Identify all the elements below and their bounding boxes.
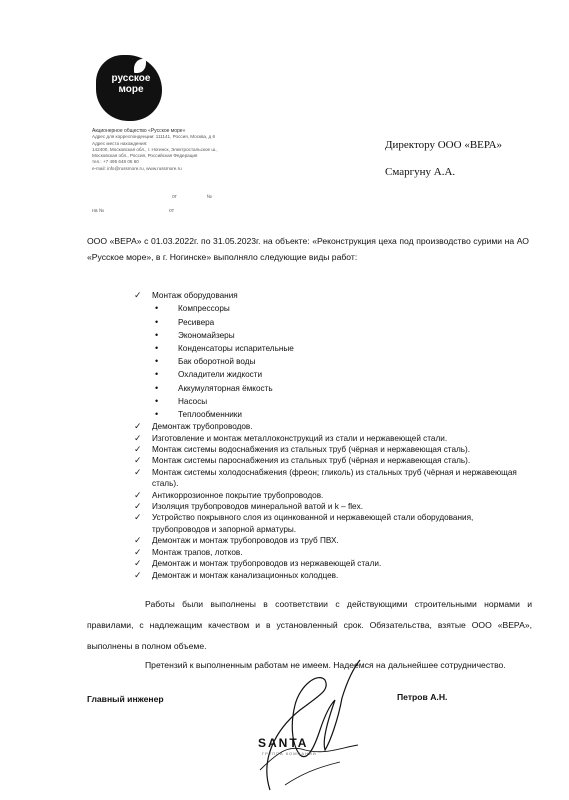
check-icon: ✓ bbox=[134, 512, 142, 523]
intro-paragraph: ООО «ВЕРА» с 01.03.2022г. по 31.05.2023г. на объекте: «Реконструкция цеха под производство сурими на АО «Русское море», в г. Ногинске» выполняло следующие виды работ: bbox=[87, 236, 529, 262]
work-item bbox=[130, 558, 532, 569]
sender-line: Адрес места нахождения: bbox=[92, 140, 148, 146]
work-item bbox=[130, 444, 532, 455]
equipment-item-text: Ресивера bbox=[178, 317, 215, 327]
sender-line: тел.: +7 495 648 05 60 bbox=[92, 159, 139, 165]
work-item bbox=[130, 512, 532, 535]
work-item bbox=[130, 490, 532, 501]
company-logo bbox=[96, 55, 162, 123]
claims-text: Претензий к выполненным работам не имеем. Надеемся на дальнейшее сотрудничество. bbox=[145, 660, 506, 670]
work-item-text: Монтаж трапов, лотков. bbox=[152, 547, 243, 557]
equipment-item bbox=[155, 382, 532, 395]
work-item-text: Демонтаж и монтаж канализационных колодцев. bbox=[152, 570, 339, 580]
work-item bbox=[130, 455, 532, 466]
work-item bbox=[130, 421, 532, 432]
equipment-item bbox=[155, 302, 532, 315]
work-item-text: Изготовление и монтаж металлоконструкций из стали и нержавеющей стали. bbox=[152, 433, 448, 443]
logo-line2: море bbox=[118, 84, 144, 95]
sender-company: Акционерное общество «Русское море» bbox=[92, 128, 186, 134]
work-item bbox=[130, 433, 532, 444]
work-item-text: Антикоррозионное покрытие трубопроводов. bbox=[152, 490, 324, 500]
equipment-item-text: Теплообменники bbox=[178, 410, 242, 420]
check-icon: ✓ bbox=[134, 558, 142, 569]
bullet-icon: • bbox=[155, 369, 159, 380]
sender-line: e-mail: info@russmore.ru, www.russmore.ru bbox=[92, 165, 182, 171]
logo-text bbox=[105, 73, 157, 95]
bullet-icon: • bbox=[155, 382, 159, 393]
work-item-text: Монтаж оборудования bbox=[152, 291, 238, 300]
equipment-item bbox=[155, 316, 532, 329]
work-item-text: Изоляция трубопроводов минеральной ватой и k – flex. bbox=[152, 502, 363, 512]
check-icon: ✓ bbox=[134, 466, 142, 477]
bullet-icon: • bbox=[155, 395, 159, 406]
handwritten-signature bbox=[230, 650, 370, 800]
bullet-icon: • bbox=[155, 329, 159, 340]
sender-line: Московская обл., Россия, Российская Федерация bbox=[92, 153, 198, 159]
addressee-position: Директору ООО «ВЕРА» bbox=[385, 139, 503, 151]
work-item-text: Демонтаж трубопроводов. bbox=[152, 422, 253, 432]
work-item-text: Демонтаж и монтаж трубопроводов из нержавеющей стали. bbox=[152, 559, 382, 569]
work-item-text: Монтаж системы водоснабжения из стальных труб (чёрная и нержавеющая сталь). bbox=[152, 445, 471, 455]
ref-from-label: от bbox=[172, 194, 177, 200]
equipment-item bbox=[155, 395, 532, 408]
work-item bbox=[130, 501, 532, 512]
addressee-block bbox=[385, 132, 502, 186]
works-list bbox=[130, 290, 532, 581]
sender-line: 142400, Московская обл., г. Ногинск, Электростальское ш., bbox=[92, 146, 218, 152]
signatory-name: Петров А.Н. bbox=[397, 692, 448, 702]
equipment-item bbox=[155, 355, 532, 368]
ref-line bbox=[92, 190, 212, 204]
work-item-text: Демонтаж и монтаж трубопроводов из труб ПВХ. bbox=[152, 536, 339, 546]
work-item bbox=[130, 547, 532, 558]
check-icon: ✓ bbox=[134, 444, 142, 455]
equipment-item bbox=[155, 408, 532, 421]
bullet-icon: • bbox=[155, 316, 159, 327]
equipment-item-text: Насосы bbox=[178, 396, 208, 406]
logo-line1: русское bbox=[111, 73, 151, 84]
check-icon: ✓ bbox=[134, 489, 142, 500]
ref-from-label-2: от bbox=[169, 208, 174, 214]
equipment-item-text: Конденсаторы испарительные bbox=[178, 344, 294, 354]
work-item-text: Монтаж системы пароснабжения из стальных труб (чёрная и нержавеющая сталь). bbox=[152, 456, 471, 466]
work-item bbox=[130, 570, 532, 581]
equipment-item bbox=[155, 342, 532, 355]
equipment-list bbox=[130, 302, 532, 421]
ref-to-label: на № bbox=[92, 208, 105, 214]
check-icon: ✓ bbox=[134, 569, 142, 580]
stamp-logo: SANTA bbox=[258, 736, 309, 750]
check-icon: ✓ bbox=[134, 421, 142, 432]
equipment-item-text: Бак оборотной воды bbox=[178, 357, 256, 367]
equipment-item bbox=[155, 329, 532, 342]
equipment-item-text: Компрессоры bbox=[178, 304, 230, 314]
check-icon: ✓ bbox=[134, 432, 142, 443]
addressee-name: Смаргуну А.А. bbox=[385, 166, 456, 178]
bullet-icon: • bbox=[155, 356, 159, 367]
equipment-item-text: Экономайзеры bbox=[178, 330, 235, 340]
signatory-title: Главный инженер bbox=[87, 694, 164, 704]
work-item-text: Устройство покрывного слоя из оцинкованной и нержавеющей стали оборудования, трубопроводов и запорной арматуры. bbox=[152, 513, 474, 534]
check-icon: ✓ bbox=[134, 501, 142, 512]
equipment-item bbox=[155, 368, 532, 381]
equipment-item-text: Аккумуляторная ёмкость bbox=[178, 383, 273, 393]
work-item bbox=[130, 535, 532, 546]
bullet-icon: • bbox=[155, 303, 159, 314]
equipment-item-text: Охладители жидкости bbox=[178, 370, 263, 380]
reference-block bbox=[92, 190, 212, 218]
closing-paragraph bbox=[87, 594, 532, 657]
check-icon: ✓ bbox=[134, 290, 142, 300]
closing-text: Работы были выполнены в соответствии с действующими строительными нормами и правилами, с надлежащим качеством и в установленный срок. Обязательства, взятые ООО «ВЕРА», выполнены в полном объеме. bbox=[87, 599, 532, 651]
work-item-text: Монтаж системы холодоснабжения (фреон; гликоль) из стальных труб (чёрная и нержавеющая сталь). bbox=[152, 467, 517, 489]
bullet-icon: • bbox=[155, 343, 159, 354]
ref-no-label: № bbox=[206, 194, 212, 200]
work-items-list bbox=[130, 421, 532, 581]
sender-block bbox=[92, 128, 282, 172]
bullet-icon: • bbox=[155, 409, 159, 420]
sender-line: Адрес для корреспонденции: 111141, Россия, Москва, д 6 bbox=[92, 134, 216, 140]
check-icon: ✓ bbox=[134, 455, 142, 466]
check-icon: ✓ bbox=[134, 546, 142, 557]
check-icon: ✓ bbox=[134, 535, 142, 546]
ref-line bbox=[92, 204, 212, 218]
work-item bbox=[130, 290, 532, 301]
work-item bbox=[130, 467, 532, 490]
stamp-subtitle: ГРУППА КОМПАНИЙ bbox=[262, 751, 317, 756]
